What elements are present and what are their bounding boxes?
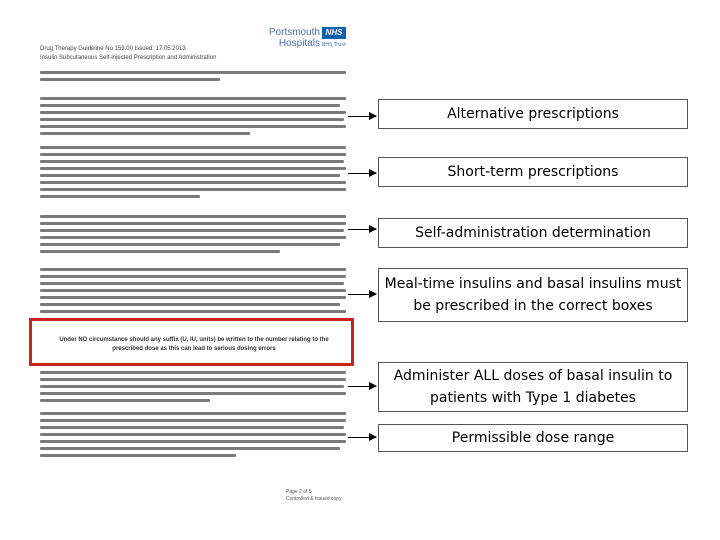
label-alternative-prescriptions: Alternative prescriptions (378, 99, 688, 129)
org-name: Portsmouth Hospitals (268, 27, 320, 49)
label-self-administration: Self-administration determination (378, 218, 688, 248)
label-permissible-dose-range: Permissible dose range (378, 424, 688, 452)
arrow-dose-range (348, 437, 376, 438)
arrow-self-admin (348, 229, 376, 230)
paragraph-prescription-section (40, 268, 348, 317)
arrow-short-term (348, 173, 376, 174)
label-administer-basal: Administer ALL doses of basal insulin to patients with Type 1 diabetes (378, 362, 688, 412)
arrow-meal-time (348, 294, 376, 295)
paragraph-short-term (40, 146, 348, 202)
doc-subtitle: Insulin Subcutaneous Self-injected Prescription and Administration (40, 55, 217, 61)
nhs-logo: NHS (322, 27, 346, 39)
label-meal-time-basal: Meal-time insulins and basal insulins must be prescribed in the correct boxes (378, 268, 688, 322)
arrow-alternative (348, 116, 376, 117)
footer-status: Controlled & Issued copy (286, 496, 342, 502)
paragraph-dose-range (40, 412, 348, 461)
trust-label: NHS Trust (321, 42, 346, 48)
doc-reference: Drug Therapy Guideline No 159.00 Issued: 17.05.2013 (40, 46, 186, 52)
warning-text: Under NO circumstance should any suffix (U, IU, units) be written to the number relating to the prescribed dose as this can lead to serious dosing errors (59, 337, 329, 352)
arrow-basal (348, 386, 376, 387)
label-short-term-prescriptions: Short-term prescriptions (378, 157, 688, 187)
paragraph-intro (40, 71, 348, 85)
paragraph-self-admin (40, 215, 348, 257)
footer-page: Page 2 of 5 (286, 489, 312, 495)
paragraph-basal-insulin (40, 371, 348, 406)
paragraph-alternative (40, 97, 348, 139)
